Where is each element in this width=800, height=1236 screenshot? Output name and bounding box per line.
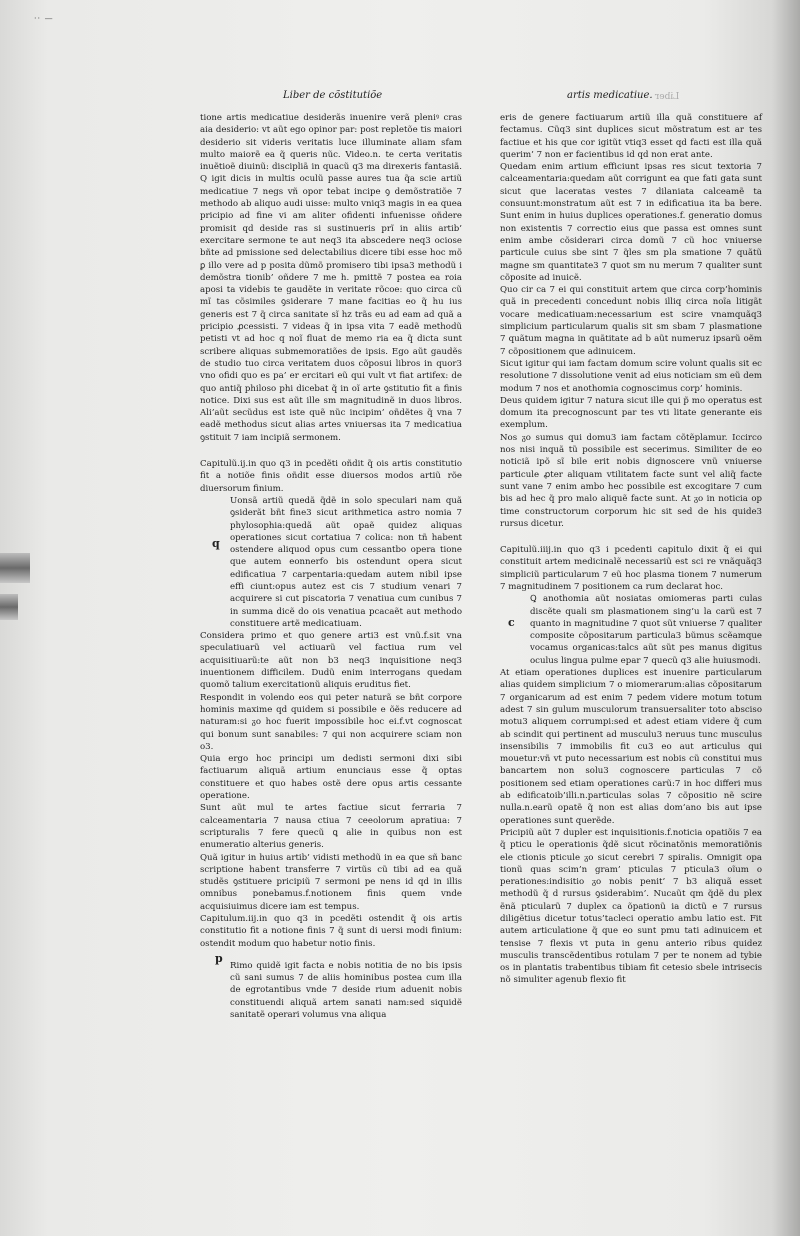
paragraph: At etiam operationes duplices est inuenire particularum alias quidem simplicium 7 o miomerarum:alias cõpositarum 7 organicarum ad est enim 7 pedem videre motum totum adest 7 sin gulum musculorum transuersaliter toto absciso motu3 aliquem corrumpi:sed et adest etiam videre q̃ cum ab scindit qui pertinent ad musculu3 neruus tunc musculus insensibilis 7 immobilis fit cu3 eo aut articulus qui mouetur:vñ vt puto necessarium est nobis cũ constitui mus bancartem non solu3 cognoscere particulas 7 cõ positionem sed etiam operationes carũ:7 in hoc differi mus ab edificatoib’illi.n.particulas solas 7 cõpositio nẽ scire nulla.n.earũ opatẽ q̃ non est alias dom’ano bis aut ipse operationes sunt querẽde.	[500, 668, 762, 826]
paragraph: Rimo quidẽ igit facta e nobis notitia de no bis ipsis cũ sani sumus 7 de aliis hominibus postea cum illa de egrotantibus vnde 7 deside rium aduenit nobis constituendi aliquã artem sanati nam:sed siquidẽ sanitatẽ operari volumus vna aliqua	[230, 960, 462, 1021]
chapter-heading: Capitulũ.ij.in quo q3 in pcedẽti oñdit q̃ ois artis constitutio fit a notiõe finis oñdit esse diuersos modos artiũ rõe diuersorum finium.	[200, 459, 462, 494]
page-tab-lower	[0, 594, 18, 620]
paragraph: Nos ᵹo sumus qui domu3 iam factam cõtẽplamur. Iccirco nos nisi inquã tũ possibile est secerimus. Similiter de eo noticiã ipõ sĩ bile erit nobis dignoscere vnũ vniuerse particule ꝓter aliquam vtilitatem facte sunt vel aliq̃ facte sunt vane 7 enim ambo hec possibile est excogitare 7 cum bis ad hec q̃ pro malo aliquẽ facte sunt. At ᵹo in noticia op time constructorum corporum hic sit sed de his quide3 rursus dicetur.	[500, 432, 762, 529]
paragraph: Considera primo et quo genere arti3 est vnũ.f.sit vna speculatiuarũ vel actiuarũ vel factiua rum vel acquisitiuarũ:te aũt non b3 neq3 inquisitione neq3 inuentionem difficilem. Dudũ enim interrogans quedam quomõ talium exercitationũ aliquis eruditus fiet.	[200, 631, 462, 691]
chapter-heading: Capitulũ.iiij.in quo q3 i pcedenti capitulo dixit q̃ ei qui constituit artem medicinalẽ necessariũ est sci re vnãquãq3 simpliciũ particularum 7 eũ hoc plasma tionem 7 numerum 7 magnitudinem 7 positionem ca rum declarat hoc.	[500, 545, 762, 592]
paragraph: eris de genere factiuarum artiũ illa quã constituere af fectamus. Cũq3 sint duplices sicut mõstratum est ar tes factiue et his que cor igitũt vtiq3 esset qd facti est illa quã querim’ 7 non er facientibus id qd non erat ante.	[500, 113, 762, 160]
marginal-letter-q: q	[212, 537, 220, 550]
paragraph: Quo cir ca 7 ei qui constituit artem que circa corp’hominis quã in precedenti concedunt nobis illiq circa noĩa litigãt vocare medicatiuam:necessarium est scire vnamquãq3 simplicium particularum qualis sit sm sbam 7 plasmatione 7 quãtum magna in quãtitate ad b aũt numeruz ipsarũ oẽm 7 cõpositionem que adinuicem.	[500, 285, 762, 357]
paragraph: tione artis medicatiue desiderãs inuenire verã pleniꝰ cras aia desiderio: vt aũt ego opinor par: post repletõe tis maiori desiderio sit videris veritatis luce illuminate aliam sfam multo maiorẽ ea q̃ queris nũc. Video.n. te certa veritatis inuẽtioẽ diuinũ: discipliã in quacũ q3 ma direxeris fantasiã. Q igit dicis in multis oculũ passe aures tua q̃a scie artiũ medicatiue 7 negs vñ opor tebat incipe ꝯ demõstratiõe 7 methodo ab aliquo audi uisse: multo vniq3 magis in ea quea pricipio ad fine vi am aliter ofidenti infuenisse oñdere promisit qd deside ras si sustinueris prĩ in aliis artib’ exercitare sermone te aut neq3 ita abscedere neq3 ociose bñte ad pmissione sed delectabilius dicere tibi esse hoc mõ ꝑ illo vere ad p posita dũmõ promisero tibi ipsa3 methodũ i demõstra tionib’ oñdere 7 me h. pmittẽ 7 postea ea roia aposi ta videbis te gaudẽte in veritate rõcoe: quo circa cũ mĩ tas cõsimiles ꝯsiderare 7 mane facitias eo q̃ hu ius generis est 7 q̃ circa sanitate sĩ hz trãs eu ad eam ad quã a pricipio ꝓcessisti. 7 videas q̃ in ipsa vita 7 eadẽ methodũ petisti vt ad hoc q noĩ fluat de memo ria ea q̃ dicta sunt scribere aliquas submemoratiões de ipsis. Ego aũt gaudẽs de studio tuo circa veritatem duos cõposui libros in quor3 vno ofidi quo es pa’ er ercitari eũ qui vult vt fiat artifex: de quo antiq̃ philoso phi dicebat q̃ in oĩ arte ꝯstitutio fit a finis notice. Dixi sus est aũt ille sm magnitudinẽ in duos libros. Ali’aũt secũdus est iste quẽ nũc incipim’ oñdẽtes q̃ vna 7 eadẽ methodus sicut alias artes vniuersas ita 7 medicatiua ꝯstituit 7 iam incipiã sermonem.	[200, 113, 462, 443]
chapter-heading: Capitulum.iij.in quo q3 in pcedẽti ostendit q̃ ois artis constitutio fit a notione finis 7 q̃ sunt di uersi modi finium: ostendit modum quo habetur notio finis.	[200, 914, 462, 949]
paragraph: Pricipiũ aũt 7 dupler est inquisitionis.f.noticia opatiõis 7 ea q̃ pticu le operationis q̃dẽ sicut rõcinatõnis memoratiõnis ele ctionis pticule ᵹo sicut cerebri 7 spiralis. Omnigit opa tionũ quas scim’n gram’ pticulas 7 pticula3 oĩum o perationes:indisitio ᵹo nobis penit’ 7 b3 aliquã esset methodũ q̃ d rursus ꝯsiderabim’. Nucaũt qm q̃dẽ du plex ẽnã pticularũ 7 duplex ca õpationũ ia dictũ e 7 rursus diligẽtius dicetur totus’tacleci operatio ambu latio est. Fit autem articulatione q̃ que eo sunt pmu tati adinuicem et tensise 7 flexis vt puta in genu anterio ribus quidez musculis transcẽdentibus rotulam 7 per te nonem ad tybie os in plantatis trabentibus tibiam fit cetesio sbele intrisecis nõ simuliter agenub flexio fit	[500, 827, 762, 986]
paragraph: Quedam enim artium efficiunt ipsas res sicut textoria 7 calceamentaria:quedam aũt corrigunt ea que fati gata sunt sicut que laceratas vestes 7 dilaniata calceamẽ ta consuunt:monstratum aũt est 7 in edificatiua ita ba bere. Sunt enim in huius duplices operationes.f. generatio domus non existentis 7 correctio eius que passa est omnes sunt enim ambe cõsiderari circa domũ 7 cũ hoc vniuerse particule cuius sbe sint 7 q̃les sm pla smatione 7 quãtũ magne sm quantitate3 7 quot sm nu merum 7 qualiter sunt cõposite ad inuicẽ.	[500, 162, 762, 283]
running-head-left: Liber de cõstitutiõe	[283, 90, 383, 101]
paragraph: Quã igitur in huius artib’ vidisti methodũ in ea que sñ banc scriptione habent transferre 7 virtũs cũ tibi ad ea quã studẽs ꝯstituere pricipiũ 7 sermoni pe nens id qd in illis omnibus ponebamus.f.notionem finis quem vnde acquisiuimus dicere iam est tempus.	[200, 852, 462, 912]
running-head-right: artis medicatiue.	[567, 90, 653, 101]
paragraph: Respondit in volendo eos qui peter naturã se bñt corpore hominis maxime qd quidem si possibile e õẽs reducere ad naturam:si ᵹo hoc fuerit impossibile hoc ei.f.vt cognoscat qui bonum sunt sanabiles: 7 qui non acquirere sciam non o3.	[200, 692, 462, 752]
left-column	[200, 112, 462, 1021]
paragraph: Uonsã artiũ quedã q̃dẽ in solo speculari nam quã ꝯsiderãt bñt fine3 sicut arithmetica astro nomia 7 phylosophia:quedã aũt opaẽ quidez aliquas operationes sicut cortatiua 7 colica: non tñ habent ostendere aliquod opus cum cessantbo opera tione que autem eonnerfo bis ostendunt opera sicut edificatiua 7 carpentaria:quedam autem nibil ipse effi ciunt:opus autez est cis 7 studium venari 7 acquirere si cut piscatoria 7 venatiua cum cunibus 7 in summa dicẽ do ois venatiua pcacaẽt aut methodo constituere artẽ medicatiuam.	[230, 495, 462, 629]
bleed-through-text: Liber	[655, 92, 680, 102]
corner-mark: ·· —	[34, 14, 54, 23]
marginal-letter-c: c	[508, 616, 515, 629]
paragraph: Ꝗ anothomia aũt nosiatas omiomeras parti culas discẽte quali sm plasmationem sing’u la carũ est 7 quanto in magnitudine 7 quot sũt vniuerse 7 qualiter composite cõpositarum particula3 bũmus scẽamque vocamus organicas:talcs aũt sũt pes manus digitus oculus lingua pulme epar 7 quecũ q3 alie huiusmodi.	[530, 594, 762, 666]
right-column	[500, 112, 762, 987]
marginal-letter-p: p	[215, 952, 223, 965]
page-tab-upper	[0, 553, 30, 583]
paragraph: Sunt aũt mul te artes factiue sicut ferraria 7 calceamentaria 7 nausa ctiua 7 ceeolorum apratiua: 7 scripturalis 7 fere quecũ ꝗ alie in quibus non est enumeratio alterius generis.	[200, 803, 462, 851]
paragraph: Deus quidem igitur 7 natura sicut ille qui p̃ mo operatus est domum ita precognoscunt par tes vti litate generante eis exemplum.	[500, 395, 762, 431]
paragraph: Sicut igitur qui iam factam domum scire volunt qualis sit ec resolutione 7 dissolutione venit ad eius noticiam sm eũ dem modum 7 nos et anothomia cognoscimus corp’ hominis.	[500, 358, 762, 394]
paragraph: Quia ergo hoc principi um dedisti sermoni dixi sibi factiuarum aliquã artium enunciaus esse q̃ optas constituere et quo habes ostẽ dere opus artis cessante operatione.	[200, 754, 462, 802]
